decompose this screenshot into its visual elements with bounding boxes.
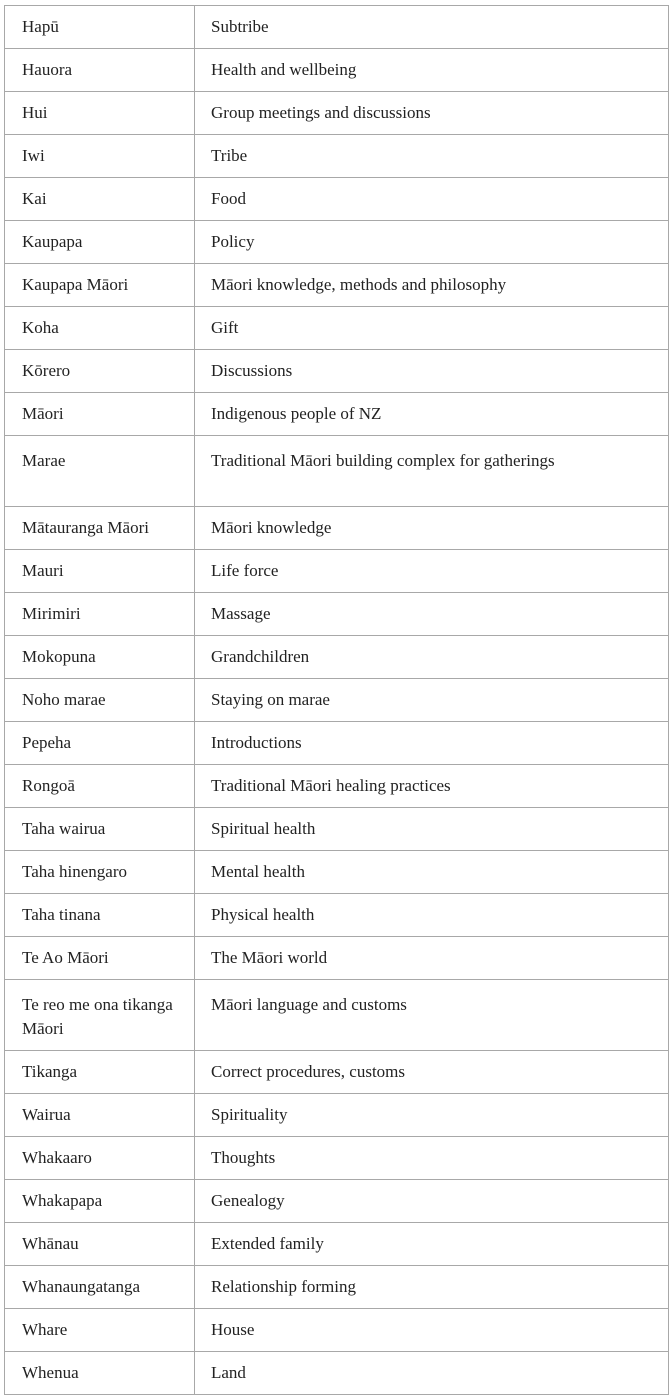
term-cell: Mokopuna	[5, 636, 195, 679]
term-cell: Whenua	[5, 1352, 195, 1395]
term-cell: Koha	[5, 307, 195, 350]
table-row	[5, 436, 669, 507]
table-row	[5, 1223, 669, 1266]
table-row	[5, 1266, 669, 1309]
table-row	[5, 1051, 669, 1094]
table-row	[5, 593, 669, 636]
meaning-cell: Food	[195, 178, 669, 221]
table-row	[5, 6, 669, 49]
term-cell: Kaupapa Māori	[5, 264, 195, 307]
meaning-cell: Traditional Māori building complex for gatherings	[195, 436, 669, 507]
table-row	[5, 221, 669, 264]
table-row	[5, 1137, 669, 1180]
term-cell: Taha hinengaro	[5, 851, 195, 894]
meaning-cell: Introductions	[195, 722, 669, 765]
glossary-table	[4, 5, 669, 1395]
term-cell: Hauora	[5, 49, 195, 92]
meaning-cell: Extended family	[195, 1223, 669, 1266]
meaning-cell: Tribe	[195, 135, 669, 178]
meaning-cell: Thoughts	[195, 1137, 669, 1180]
term-cell: Mātauranga Māori	[5, 507, 195, 550]
term-cell: Mauri	[5, 550, 195, 593]
table-row	[5, 636, 669, 679]
meaning-cell: Discussions	[195, 350, 669, 393]
table-row	[5, 135, 669, 178]
table-row	[5, 178, 669, 221]
term-cell: Taha wairua	[5, 808, 195, 851]
table-row	[5, 507, 669, 550]
term-cell: Te reo me ona tikanga Māori	[5, 980, 195, 1051]
glossary-body	[5, 6, 669, 1395]
table-row	[5, 307, 669, 350]
table-row	[5, 92, 669, 135]
term-cell: Pepeha	[5, 722, 195, 765]
meaning-cell: The Māori world	[195, 937, 669, 980]
table-row	[5, 1094, 669, 1137]
meaning-cell: Indigenous people of NZ	[195, 393, 669, 436]
term-cell: Hui	[5, 92, 195, 135]
term-cell: Mirimiri	[5, 593, 195, 636]
term-cell: Noho marae	[5, 679, 195, 722]
meaning-cell: Massage	[195, 593, 669, 636]
meaning-cell: Genealogy	[195, 1180, 669, 1223]
term-cell: Hapū	[5, 6, 195, 49]
meaning-cell: Physical health	[195, 894, 669, 937]
meaning-cell: Mental health	[195, 851, 669, 894]
meaning-cell: Life force	[195, 550, 669, 593]
meaning-cell: Māori language and customs	[195, 980, 669, 1051]
meaning-cell: Gift	[195, 307, 669, 350]
meaning-cell: Traditional Māori healing practices	[195, 765, 669, 808]
term-cell: Kaupapa	[5, 221, 195, 264]
meaning-cell: Grandchildren	[195, 636, 669, 679]
meaning-cell: Group meetings and discussions	[195, 92, 669, 135]
meaning-cell: Māori knowledge, methods and philosophy	[195, 264, 669, 307]
term-cell: Kai	[5, 178, 195, 221]
table-row	[5, 393, 669, 436]
table-row	[5, 894, 669, 937]
term-cell: Whanaungatanga	[5, 1266, 195, 1309]
table-row	[5, 937, 669, 980]
table-row	[5, 851, 669, 894]
term-cell: Kōrero	[5, 350, 195, 393]
meaning-cell: Staying on marae	[195, 679, 669, 722]
term-cell: Te Ao Māori	[5, 937, 195, 980]
meaning-cell: Policy	[195, 221, 669, 264]
table-row	[5, 765, 669, 808]
meaning-cell: Spirituality	[195, 1094, 669, 1137]
meaning-cell: Correct procedures, customs	[195, 1051, 669, 1094]
term-cell: Iwi	[5, 135, 195, 178]
table-row	[5, 722, 669, 765]
meaning-cell: Relationship forming	[195, 1266, 669, 1309]
term-cell: Taha tinana	[5, 894, 195, 937]
meaning-cell: Subtribe	[195, 6, 669, 49]
table-row	[5, 679, 669, 722]
table-row	[5, 49, 669, 92]
table-row	[5, 980, 669, 1051]
term-cell: Whakapapa	[5, 1180, 195, 1223]
term-cell: Whakaaro	[5, 1137, 195, 1180]
meaning-cell: Land	[195, 1352, 669, 1395]
meaning-cell: House	[195, 1309, 669, 1352]
table-row	[5, 808, 669, 851]
table-row	[5, 350, 669, 393]
term-cell: Rongoā	[5, 765, 195, 808]
term-cell: Whānau	[5, 1223, 195, 1266]
table-row	[5, 1180, 669, 1223]
term-cell: Wairua	[5, 1094, 195, 1137]
term-cell: Tikanga	[5, 1051, 195, 1094]
term-cell: Marae	[5, 436, 195, 507]
meaning-cell: Māori knowledge	[195, 507, 669, 550]
table-row	[5, 264, 669, 307]
meaning-cell: Health and wellbeing	[195, 49, 669, 92]
term-cell: Māori	[5, 393, 195, 436]
table-row	[5, 1352, 669, 1395]
term-cell: Whare	[5, 1309, 195, 1352]
table-row	[5, 1309, 669, 1352]
table-row	[5, 550, 669, 593]
meaning-cell: Spiritual health	[195, 808, 669, 851]
